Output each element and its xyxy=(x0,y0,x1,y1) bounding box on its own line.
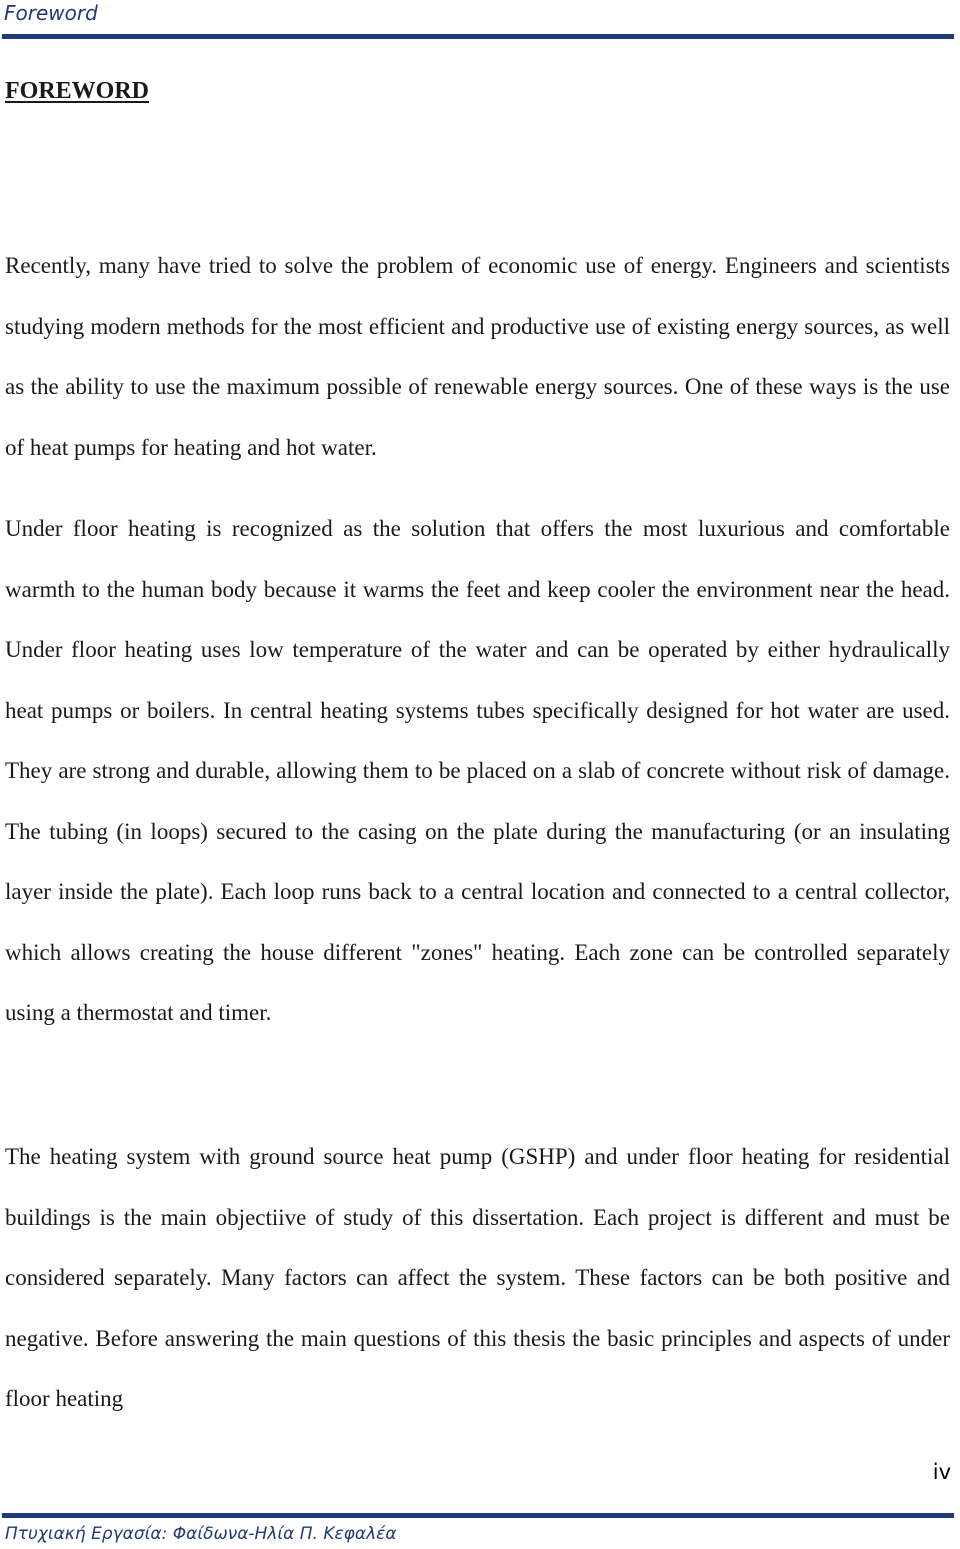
body-paragraph-1: Recently, many have tried to solve the problem of economic use of energy. Engineers and scientists studying modern methods for the most efficient and productive use of existing energy sources, as well as the ability to use the maximum possible of renewable energy sources. One of these ways is the use of heat pumps for heating and hot water. xyxy=(5,253,950,461)
page-number: iv xyxy=(932,1460,951,1484)
body-paragraph-2: Under floor heating is recognized as the solution that offers the most luxurious and comfortable warmth to the human body because it warms the feet and keep cooler the environment near the head. Under floor heating uses low temperature of the water and can be operated by either hydraulically heat pumps or boilers. In central heating systems tubes specifically designed for hot water are used. They are strong and durable, allowing them to be placed on a slab of concrete without risk of damage. The tubing (in loops) secured to the casing on the plate during the manufacturing (or an insulating layer inside the plate). Each loop runs back to a central location and connected to a central collector, which allows creating the house different "zones" heating. Each zone can be controlled separately using a thermostat and timer. xyxy=(5,516,950,1025)
running-header-title: Foreword xyxy=(4,1,98,25)
section-heading: FOREWORD xyxy=(5,78,149,104)
footer-divider xyxy=(2,1513,954,1518)
footer-text: Πτυχιακή Εργασία: Φαίδωνα-Ηλία Π. Κεφαλέα xyxy=(5,1524,397,1544)
header-divider xyxy=(2,34,954,39)
body-paragraph-3: The heating system with ground source heat pump (GSHP) and under floor heating for residential buildings is the main objectiive of study of this dissertation. Each project is different and must be considered separately. Many factors can affect the system. These factors can be both positive and negative. Before answering the main questions of this thesis the basic principles and aspects of under floor heating xyxy=(5,1144,950,1411)
